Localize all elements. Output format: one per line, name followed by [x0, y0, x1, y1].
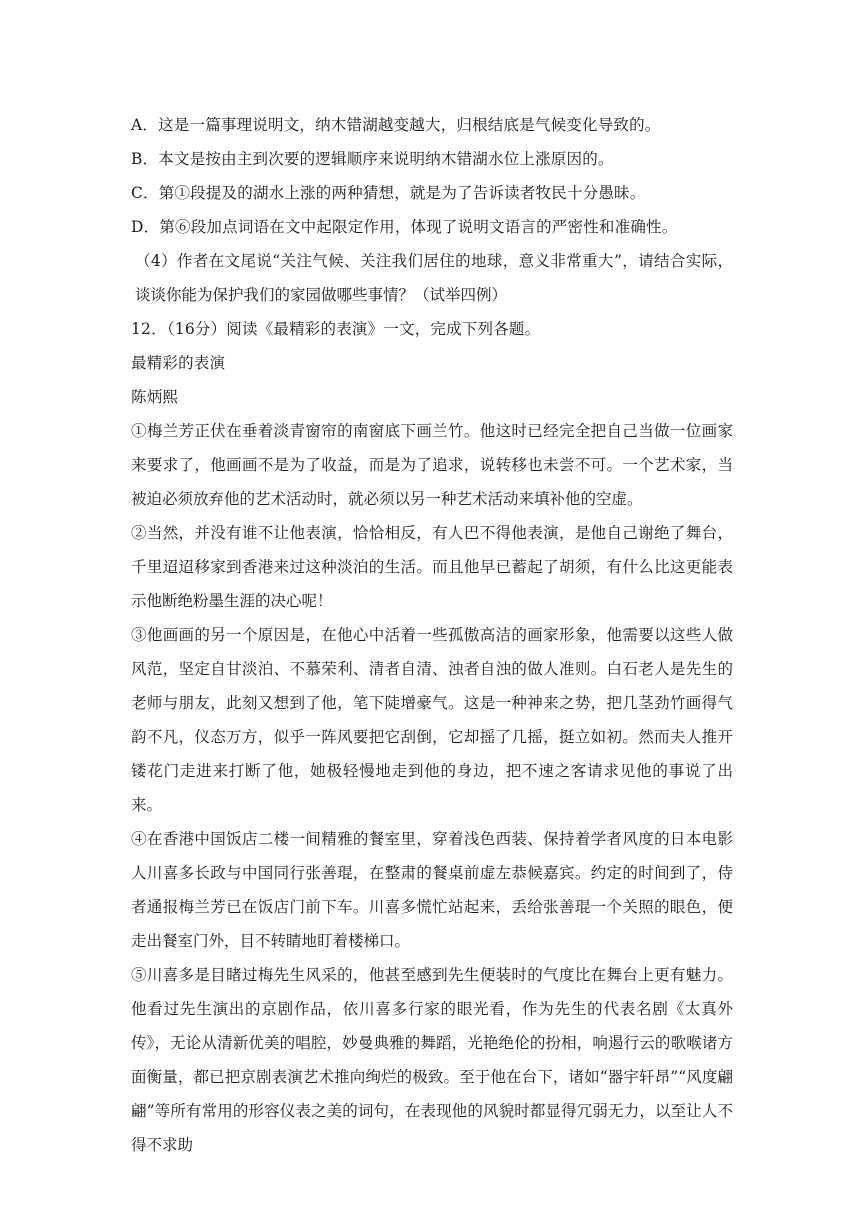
- paragraph-2: ②当然，并没有谁不让他表演，恰恰相反，有人巴不得他表演，是他自己谢绝了舞台，千里迢迢移家到香港来过这种淡泊的生活。而且他早已蓄起了胡须，有什么比这更能表示他断绝粉墨生涯的决心呢！: [131, 524, 733, 610]
- option-b: B．本文是按由主到次要的逻辑顺序来说明纳木错湖水位上涨原因的。: [131, 150, 614, 168]
- option-c: C．第①段提及的湖水上涨的两种猜想，就是为了告诉读者牧民十分愚昧。: [131, 184, 646, 202]
- article-author: 陈炳熙: [131, 388, 179, 406]
- paragraph-3: ③他画画的另一个原因是，在他心中活着一些孤傲高洁的画家形象，他需要以这些人做风范，坚定自甘淡泊、不慕荣利、清者自清、浊者自浊的做人准则。白石老人是先生的老师与朋友，此刻又想到了他，笔下陡增豪气。这是一种神来之势，把几茎劲竹画得气韵不凡，仪态万方，似乎一阵风要把它刮倒，它却摇了几摇，挺立如初。然而夫人推开镂花门走进来打断了他，她极轻慢地走到他的身边，把不速之客请求见他的事说了出来。: [131, 626, 733, 814]
- paragraph-4: ④在香港中国饭店二楼一间精雅的餐室里，穿着浅色西装、保持着学者风度的日本电影人川喜多长政与中国同行张善琨，在整肃的餐桌前虚左恭候嘉宾。约定的时间到了，侍者通报梅兰芳已在饭店门前下车。川喜多慌忙站起来，丢给张善琨一个关照的眼色，便走出餐室门外，目不转睛地盯着楼梯口。: [131, 830, 733, 950]
- document-page: [131, 108, 733, 1162]
- question-4: （4）作者在文尾说“关注气候、关注我们居住的地球，意义非常重大”，请结合实际，谈谈你能为保护我们的家园做哪些事情？（试举四例）: [135, 252, 733, 304]
- option-a: A．这是一篇事理说明文，纳木错湖越变越大，归根结底是气候变化导致的。: [131, 116, 661, 134]
- option-d: D．第⑥段加点词语在文中起限定作用，体现了说明文语言的严密性和准确性。: [131, 218, 678, 236]
- question-12: 12．（16分）阅读《最精彩的表演》一文，完成下列各题。: [131, 320, 541, 338]
- paragraph-1: ①梅兰芳正伏在垂着淡青窗帘的南窗底下画兰竹。他这时已经完全把自己当做一位画家来要求了，他画画不是为了收益，而是为了追求，说转移也未尝不可。一个艺术家，当被迫必须放弃他的艺术活动时，就必须以另一种艺术活动来填补他的空虚。: [131, 422, 733, 508]
- article-title: 最精彩的表演: [131, 354, 226, 372]
- paragraph-5: ⑤川喜多是目睹过梅先生风采的，他甚至感到先生便装时的气度比在舞台上更有魅力。他看过先生演出的京剧作品，依川喜多行家的眼光看，作为先生的代表名剧《太真外传》，无论从清新优美的唱腔，妙曼典雅的舞蹈，光艳绝伦的扮相，响遏行云的歌喉诸方面衡量，都已把京剧表演艺术推向绚烂的极致。至于他在台下，诸如“器宇轩昂”“风度翩翩”等所有常用的形容仪表之美的词句，在表现他的风貌时都显得冗弱无力，以至让人不得不求助: [131, 966, 733, 1154]
